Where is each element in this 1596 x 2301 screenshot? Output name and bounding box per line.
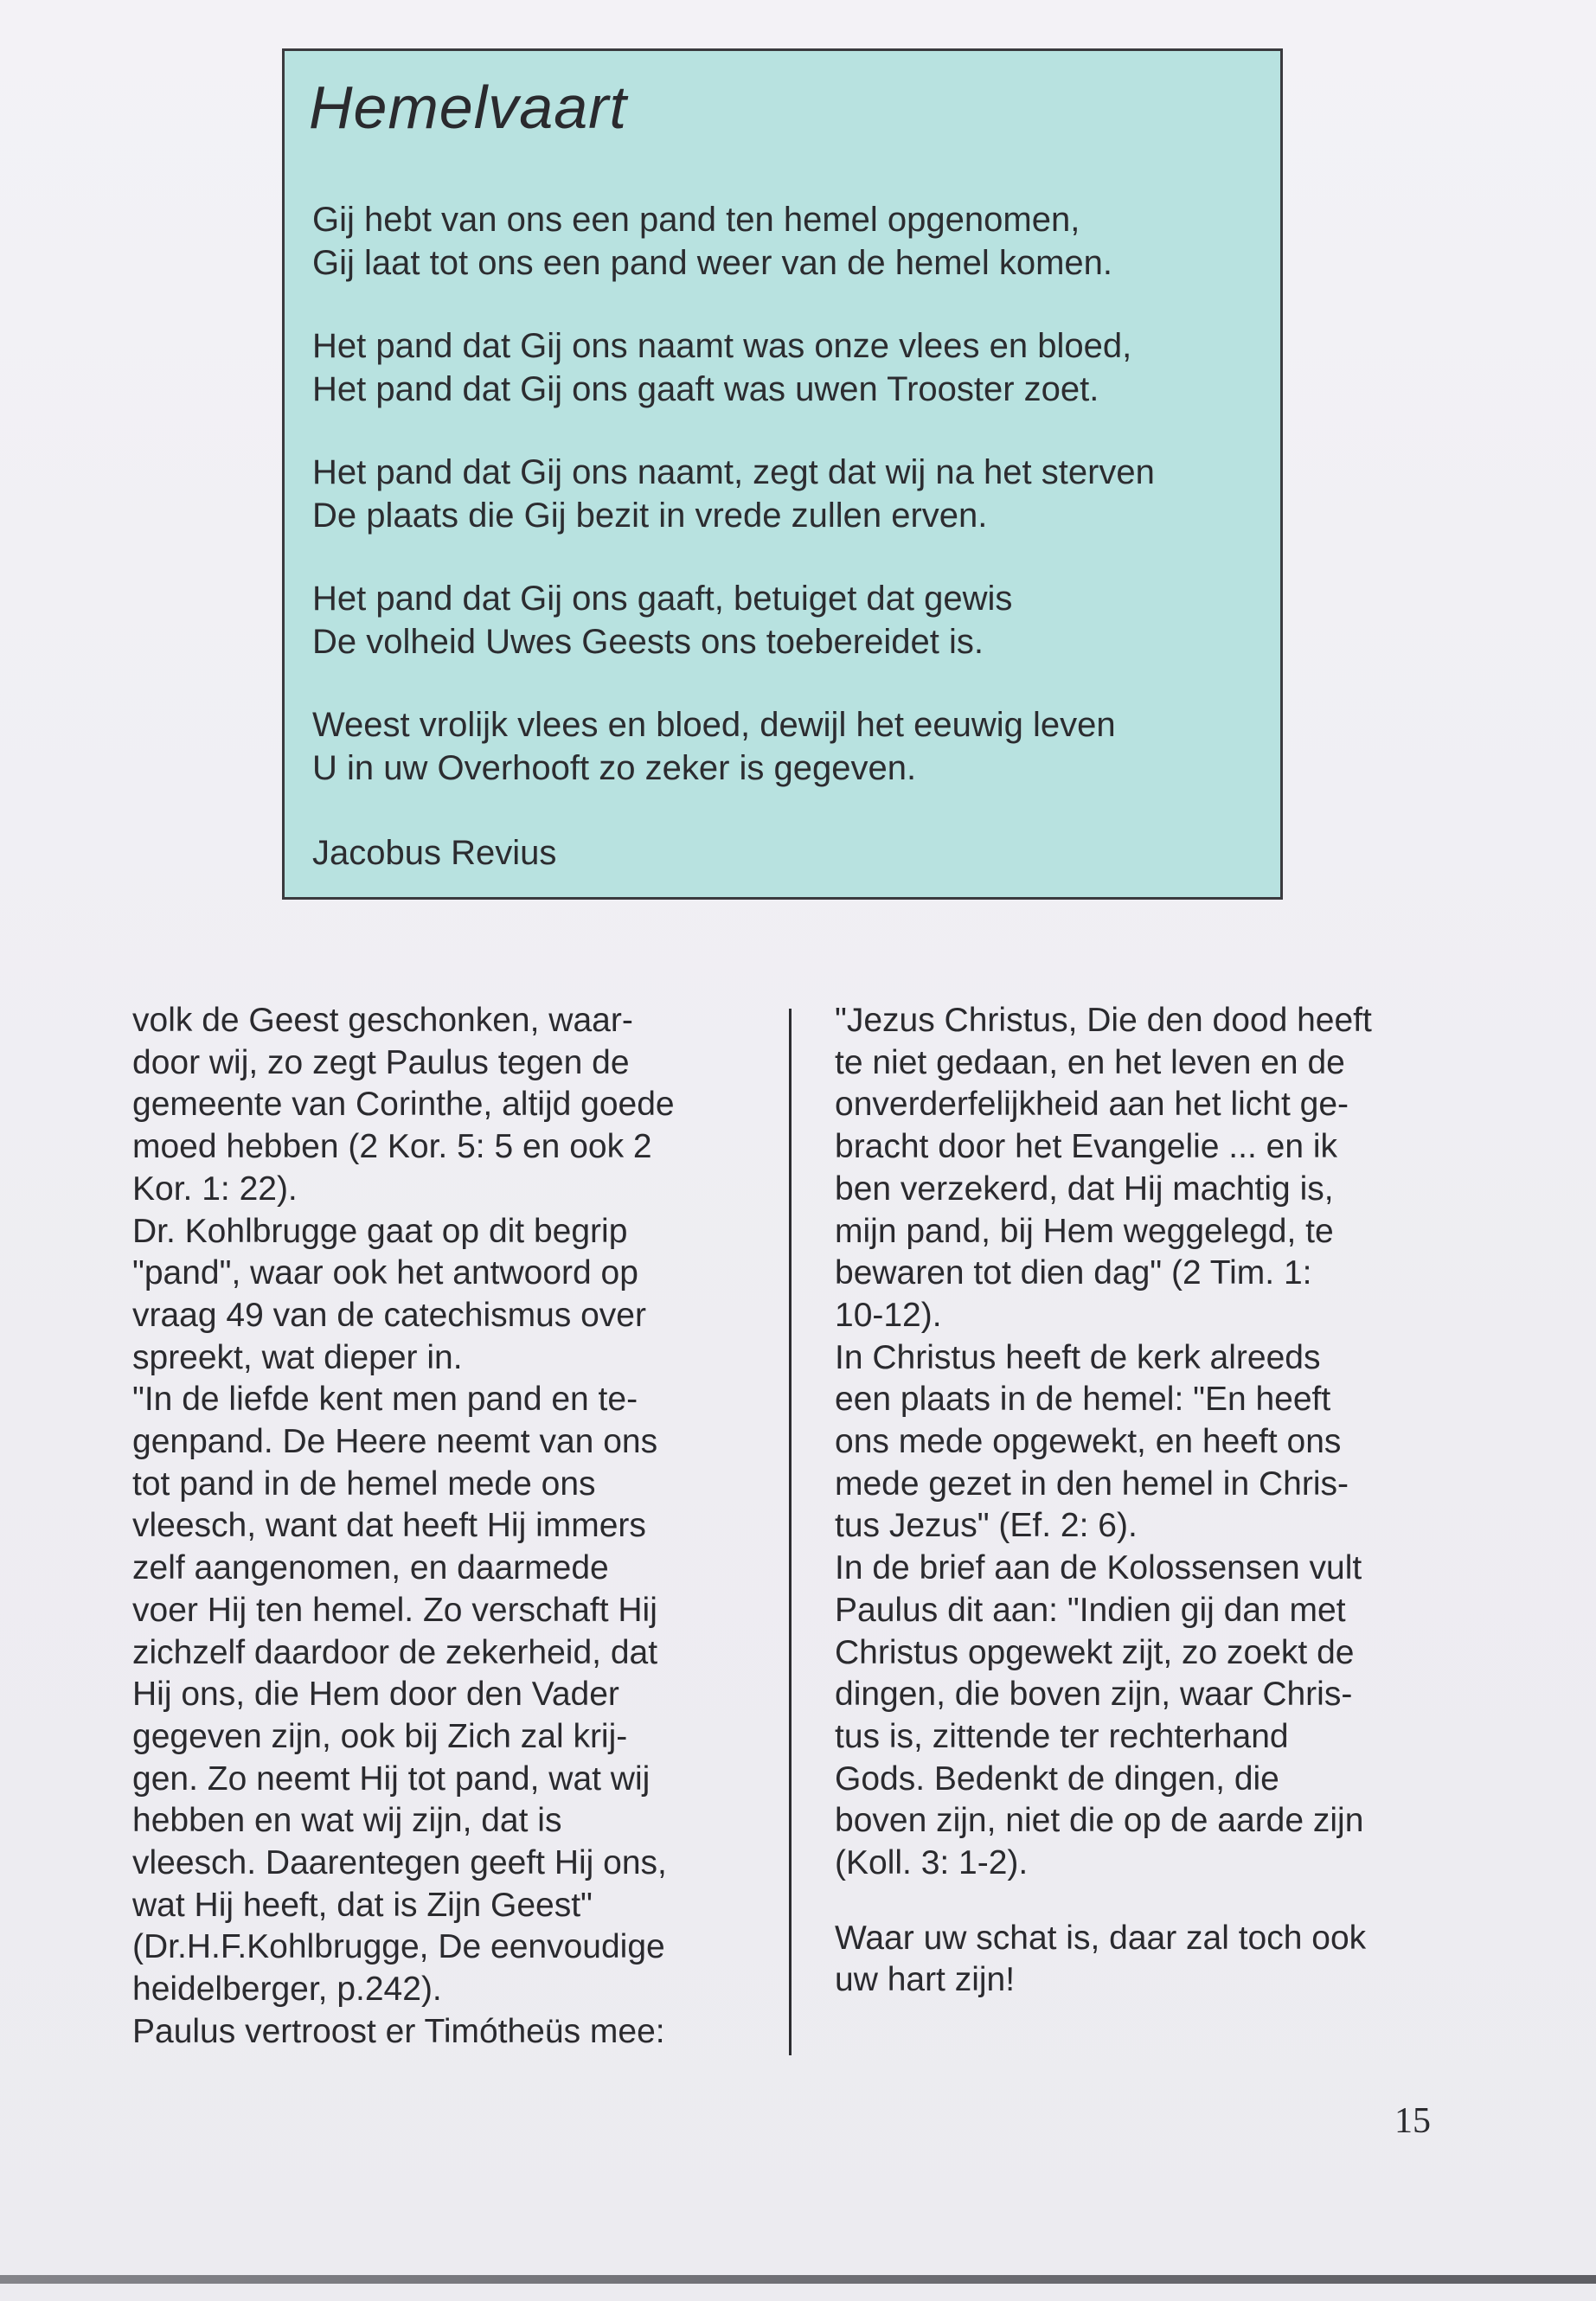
paragraph-gap — [835, 1885, 1458, 1918]
text-line: gemeente van Corinthe, altijd goede — [132, 1086, 675, 1124]
text-line: wat Hij heeft, dat is Zijn Geest" — [132, 1886, 593, 1924]
text-line: gen. Zo neemt Hij tot pand, wat wij — [132, 1759, 651, 1798]
text-line: mijn pand, bij Hem weggelegd, te — [835, 1212, 1334, 1250]
poem-stanza-3 — [312, 451, 1155, 537]
text-line: zelf aangenomen, en daarmede — [132, 1549, 609, 1587]
poem-author: Jacobus Revius — [312, 834, 557, 872]
poem-stanza-1 — [312, 198, 1112, 285]
poem-stanza-5 — [312, 703, 1116, 790]
text-line: hebben en wat wij zijn, dat is — [132, 1802, 562, 1840]
poem-line: Weest vrolijk vlees en bloed, dewijl het eeuwig leven — [312, 706, 1116, 744]
poem-title: Hemelvaart — [309, 74, 627, 141]
text-line: bewaren tot dien dag" (2 Tim. 1: — [835, 1254, 1312, 1292]
text-line: dingen, die boven zijn, waar Chris- — [835, 1676, 1353, 1714]
text-line: Kor. 1: 22). — [132, 1170, 298, 1208]
poem-line: Het pand dat Gij ons naamt was onze vlees en bloed, — [312, 327, 1132, 365]
text-line: ben verzekerd, dat Hij machtig is, — [835, 1170, 1334, 1208]
text-line: Paulus vertroost er Timótheüs mee: — [132, 2012, 665, 2050]
text-line: tot pand in de hemel mede ons — [132, 1465, 596, 1503]
poem-line: De plaats die Gij bezit in vrede zullen erven. — [312, 497, 988, 535]
text-line: tus Jezus" (Ef. 2: 6). — [835, 1507, 1138, 1545]
text-line: onverderfelijkheid aan het licht ge- — [835, 1086, 1349, 1124]
text-line: spreekt, wat dieper in. — [132, 1338, 463, 1376]
poem-line: Het pand dat Gij ons gaaft, betuiget dat gewis — [312, 580, 1013, 618]
text-line: Dr. Kohlbrugge gaat op dit begrip — [132, 1212, 628, 1250]
left-column — [132, 1000, 772, 2054]
poem-stanza-2 — [312, 324, 1131, 411]
poem-box — [282, 48, 1283, 900]
text-line: "pand", waar ook het antwoord op — [132, 1254, 638, 1292]
text-line: Gods. Bedenkt de dingen, die — [835, 1759, 1279, 1798]
text-line: boven zijn, niet die op de aarde zijn — [835, 1802, 1364, 1840]
poem-stanza-4 — [312, 577, 1012, 663]
text-line: vleesch. Daarentegen geeft Hij ons, — [132, 1844, 667, 1882]
text-line: genpand. De Heere neemt van ons — [132, 1423, 658, 1461]
poem-line: U in uw Overhooft zo zeker is gegeven. — [312, 749, 917, 787]
text-line: (Dr.H.F.Kohlbrugge, De eenvoudige — [132, 1928, 665, 1966]
text-line: Paulus dit aan: "Indien gij dan met — [835, 1591, 1346, 1629]
text-line: (Koll. 3: 1-2). — [835, 1844, 1029, 1882]
text-line: door wij, zo zegt Paulus tegen de — [132, 1043, 630, 1081]
poem-line: De volheid Uwes Geests ons toebereidet is. — [312, 623, 984, 661]
text-line: Waar uw schat is, daar zal toch ook — [835, 1919, 1367, 1957]
text-line: zichzelf daardoor de zekerheid, dat — [132, 1633, 658, 1671]
text-line: Hij ons, die Hem door den Vader — [132, 1676, 619, 1714]
text-line: heidelberger, p.242). — [132, 1971, 442, 2009]
poem-line: Het pand dat Gij ons naamt, zegt dat wij na het sterven — [312, 453, 1155, 491]
poem-line: Gij hebt van ons een pand ten hemel opgenomen, — [312, 201, 1080, 239]
poem-line: Gij laat tot ons een pand weer van de hemel komen. — [312, 244, 1112, 282]
scan-edge — [0, 2275, 1596, 2284]
poem-line: Het pand dat Gij ons gaaft was uwen Trooster zoet. — [312, 370, 1099, 408]
text-line: In de brief aan de Kolossensen vult — [835, 1549, 1362, 1587]
text-line: voer Hij ten hemel. Zo verschaft Hij — [132, 1591, 657, 1629]
text-line: moed hebben (2 Kor. 5: 5 en ook 2 — [132, 1128, 652, 1166]
text-line: "In de liefde kent men pand en te- — [132, 1381, 638, 1419]
text-line: 10-12). — [835, 1296, 942, 1334]
text-line: vraag 49 van de catechismus over — [132, 1296, 646, 1334]
text-line: uw hart zijn! — [835, 1961, 1016, 1999]
text-line: te niet gedaan, en het leven en de — [835, 1043, 1345, 1081]
text-line: een plaats in de hemel: "En heeft — [835, 1381, 1331, 1419]
text-line: ons mede opgewekt, en heeft ons — [835, 1423, 1342, 1461]
text-line: gegeven zijn, ook bij Zich zal krij- — [132, 1717, 628, 1755]
text-line: mede gezet in den hemel in Chris- — [835, 1465, 1349, 1503]
column-divider — [789, 1009, 792, 2055]
text-line: "Jezus Christus, Die den dood heeft — [835, 1002, 1372, 1039]
text-line: vleesch, want dat heeft Hij immers — [132, 1507, 646, 1545]
text-line: volk de Geest geschonken, waar- — [132, 1002, 633, 1039]
text-line: In Christus heeft de kerk alreeds — [835, 1338, 1321, 1376]
text-line: tus is, zittende ter rechterhand — [835, 1717, 1289, 1755]
right-column — [835, 1000, 1458, 2002]
text-line: bracht door het Evangelie ... en ik — [835, 1128, 1338, 1166]
page-number: 15 — [1394, 2101, 1431, 2141]
text-line: Christus opgewekt zijt, zo zoekt de — [835, 1633, 1355, 1671]
